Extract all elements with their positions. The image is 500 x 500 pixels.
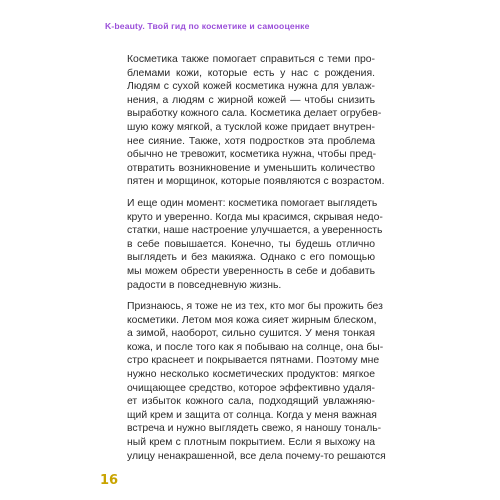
text-line: пятен и морщинок, которые появляются с возрастом. xyxy=(127,176,385,188)
text-line: кожа, и после того как я побываю на солнце, она бы- xyxy=(127,341,384,353)
text-line: очищающее средство, которое эффективно удаля- xyxy=(127,382,375,394)
paragraph-1 xyxy=(127,53,385,189)
text-line: шую кожу мягкой, а тусклой коже придает внутрен- xyxy=(127,121,375,133)
text-line: нужно несколько косметических продуктов: мягкое xyxy=(127,369,375,381)
text-line: выработку кожного сала. Косметика делает огрубев- xyxy=(127,108,382,120)
text-line: ный крем с плотным покрытием. Если я выхожу на xyxy=(127,437,375,449)
text-line: ет избыток кожного сала, подходящий увлажняю- xyxy=(127,396,375,408)
text-line: встреча и нужно выглядеть свежо, я наношу тональ- xyxy=(127,423,382,435)
text-line: нее сияние. Также, хотя подростков эта проблема xyxy=(127,135,375,147)
text-line: а зимой, наоборот, сильно сушится. У меня тонкая xyxy=(127,328,375,340)
text-line: косметики. Летом моя кожа сияет жирным блеском, xyxy=(127,314,377,326)
paragraph-3 xyxy=(127,300,386,463)
body-text xyxy=(127,53,386,471)
text-line: Косметика также помогает справиться с теми про- xyxy=(127,54,375,65)
text-line: И еще один момент: косметика помогает выглядеть xyxy=(127,197,378,209)
text-line: круто и уверенно. Когда мы красимся, скрывая недо- xyxy=(127,211,383,223)
running-header: K-beauty. Твой гид по косметике и самооценке xyxy=(105,21,310,31)
text-line: в себе повышается. Конечно, ты будешь отлично xyxy=(127,238,375,250)
text-line: щий крем и защита от солнца. Когда у меня важная xyxy=(127,409,377,421)
text-line: стро краснеет и покрывается пятнами. Поэтому мне xyxy=(127,355,380,367)
text-line: отвратить возникновение и уменьшить количество xyxy=(127,162,375,174)
text-line: статки, наше настроение улучшается, а уверенность xyxy=(127,225,383,237)
text-line: Признаюсь, я тоже не из тех, кто мог бы прожить без xyxy=(127,301,383,313)
page-number: 16 xyxy=(100,473,119,488)
text-line: радости в повседневную жизнь. xyxy=(127,279,282,291)
text-line: мы можем обрести уверенность в себе и добавить xyxy=(127,265,375,277)
text-line: выглядеть и без макияжа. Однако с его помощью xyxy=(127,252,375,264)
paragraph-2 xyxy=(127,197,383,292)
text-line: обычно не тревожит, косметика нужна, чтобы пред- xyxy=(127,149,377,161)
text-line: нения, а людям с жирной кожей — чтобы снизить xyxy=(127,94,375,106)
text-line: Людям с сухой кожей косметика нужна для увлаж- xyxy=(127,81,375,93)
text-line: улицу ненакрашенной, все дела почему-то решаются xyxy=(127,450,386,462)
text-line: блемами кожи, которые есть у нас с рождения. xyxy=(127,67,375,79)
